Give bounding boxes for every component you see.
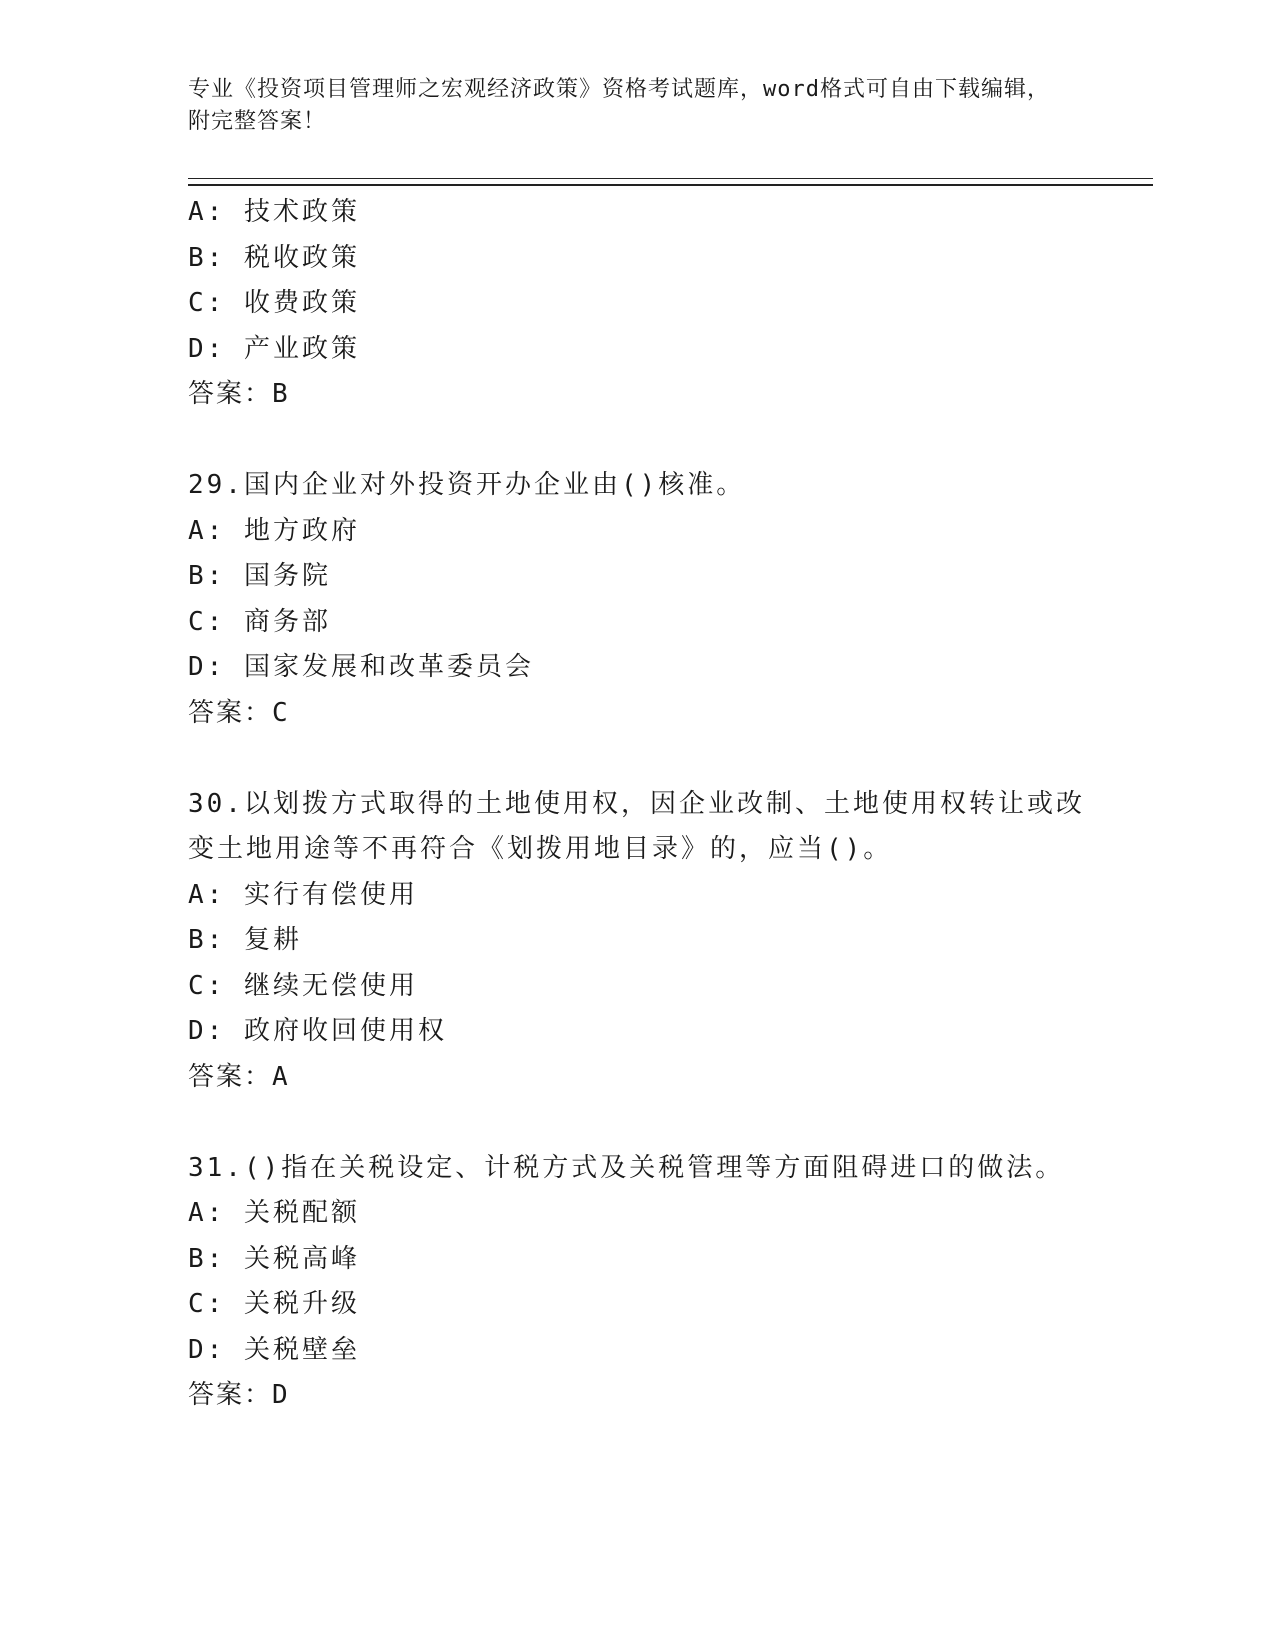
option-d: D: 产业政策 <box>188 333 360 364</box>
document-header: 专业《投资项目管理师之宏观经济政策》资格考试题库，word格式可自由下载编辑，附完整答案！ <box>188 77 1050 134</box>
question-list <box>188 190 1128 1419</box>
option-d: D: 国家发展和改革委员会 <box>188 652 534 682</box>
answer-text: 答案：A <box>188 1061 290 1092</box>
option-a: A: 实行有偿使用 <box>188 879 418 910</box>
option-d: D: 政府收回使用权 <box>188 1016 447 1046</box>
question-text: 29.国内企业对外投资开办企业由()核准。 <box>188 470 746 500</box>
answer-text: 答案：D <box>188 1380 290 1410</box>
option-c: C: 商务部 <box>188 606 331 637</box>
option-c: C: 继续无偿使用 <box>188 970 418 1001</box>
option-b: B: 税收政策 <box>188 242 360 273</box>
option-d: D: 关税壁垒 <box>188 1334 360 1365</box>
question-block <box>188 463 1128 736</box>
option-c: C: 关税升级 <box>188 1289 360 1319</box>
question-block <box>188 782 1128 1101</box>
question-text: 30.以划拨方式取得的土地使用权，因企业改制、土地使用权转让或改变土地用途等不再符合《划拨用地目录》的，应当()。 <box>188 788 1085 864</box>
option-a: A: 关税配额 <box>188 1198 360 1228</box>
option-a: A: 技术政策 <box>188 197 360 227</box>
option-b: B: 复耕 <box>188 925 302 955</box>
option-c: C: 收费政策 <box>188 288 360 318</box>
question-block <box>188 1146 1128 1419</box>
answer-text: 答案：B <box>188 379 290 409</box>
answer-text: 答案：C <box>188 697 290 728</box>
option-a: A: 地方政府 <box>188 515 360 546</box>
question-text: 31.()指在关税设定、计税方式及关税管理等方面阻碍进口的做法。 <box>188 1152 1065 1183</box>
question-block-partial <box>188 190 1128 418</box>
option-b: B: 国务院 <box>188 561 331 591</box>
option-b: B: 关税高峰 <box>188 1243 360 1274</box>
header-divider <box>188 178 1153 186</box>
